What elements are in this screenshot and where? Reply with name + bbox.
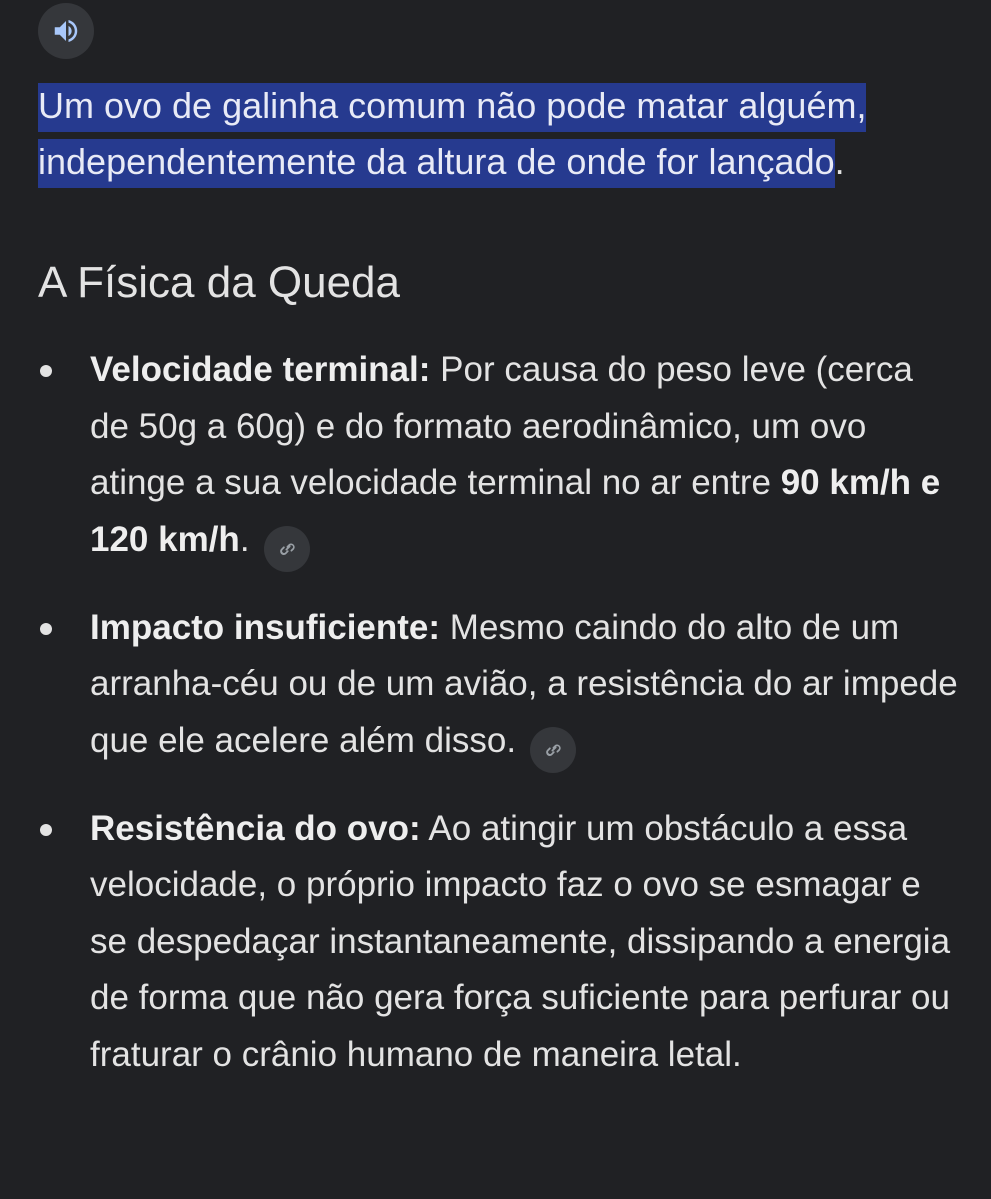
answer-summary [38,78,968,190]
bullet-text-end: . [239,519,250,559]
bullet-dot [40,365,52,377]
list-item-impacto-insuficiente [0,600,991,773]
bullet-label: Resistência do ovo: [90,808,421,848]
source-link-button[interactable] [264,526,310,572]
bullet-text: Ao atingir um obstáculo a essa velocidade, o próprio impacto faz o ovo se esmagar e se despedaçar instantaneamente, dissipando a energia de forma que não gera força suficiente para perfurar ou fraturar o crânio humano de maneira letal. [90,808,951,1074]
bullet-dot [40,623,52,635]
bullet-text: Por causa do peso leve (cerca de 50g a 60g) e do formato aerodinâmico, um ovo atinge a sua velocidade terminal no ar entre [90,350,913,502]
bullet-dot [40,824,52,836]
bullet-list [0,342,991,1111]
read-aloud-button[interactable] [38,3,94,59]
bullet-text: Mesmo caindo do alto de um arranha-céu ou de um avião, a resistência do ar impede que ele acelere além disso. [90,607,958,760]
list-item-resistencia-do-ovo [0,801,991,1084]
source-link-button[interactable] [530,727,576,773]
bullet-label: Velocidade terminal: [90,350,431,389]
link-icon [542,739,564,761]
link-icon [276,538,298,560]
list-item-velocidade-terminal [0,342,991,572]
bullet-bold-value: 90 km/h e 120 km/h [90,463,941,559]
summary-period: . [834,141,845,182]
selected-summary-text[interactable]: Um ovo de galinha comum não pode matar alguém, independentemente da altura de onde for lançado [38,83,866,188]
bullet-label: Impacto insuficiente: [90,607,441,647]
section-heading: A Física da Queda [38,258,400,307]
volume-icon [51,16,81,46]
